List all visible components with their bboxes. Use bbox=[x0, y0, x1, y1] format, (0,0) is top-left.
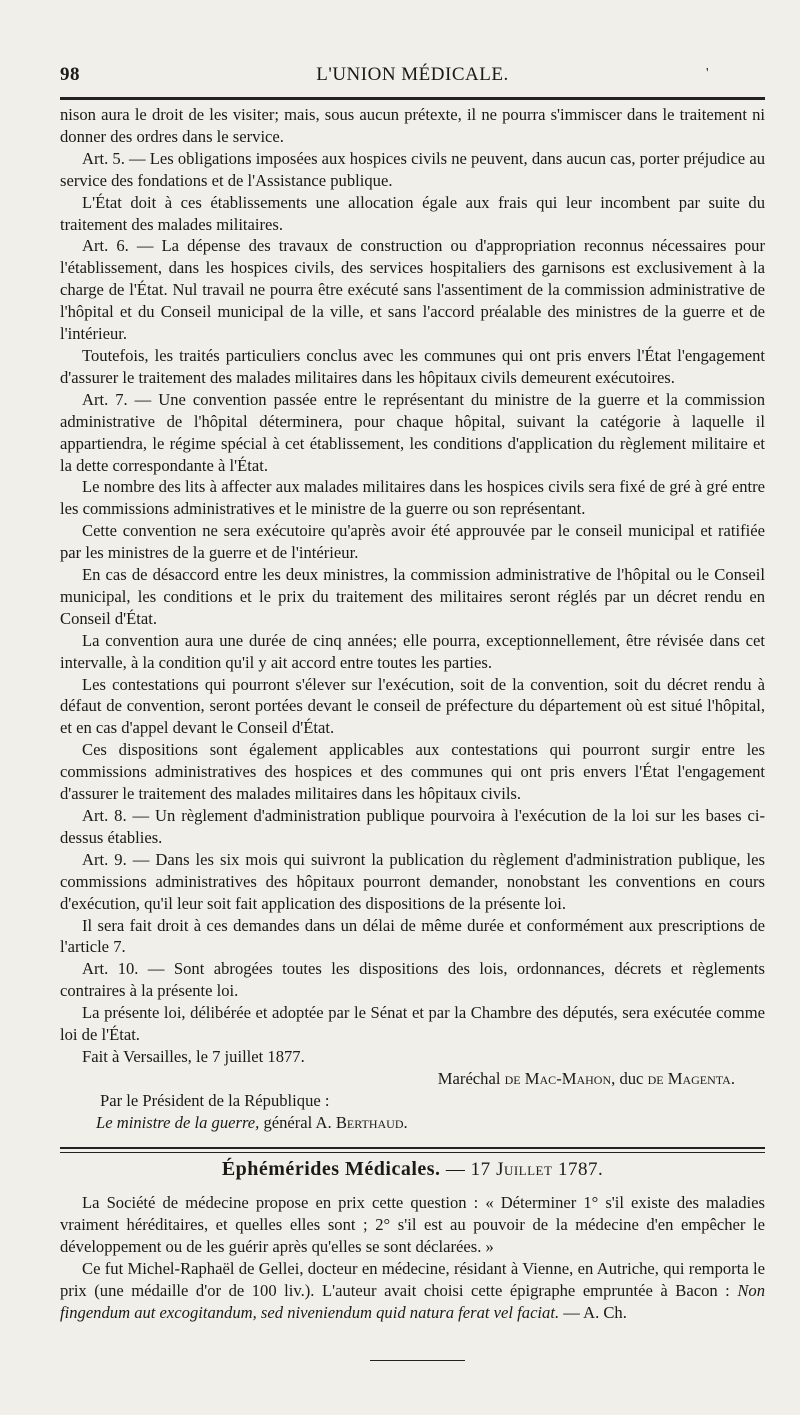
minister-end: . bbox=[403, 1112, 408, 1132]
law-paragraph: Les contestations qui pourront s'élever sur l'exécution, soit de la convention, soit du décret rendu à défaut de convention, seront portées devant le conseil de préfecture du département où est situé l'hôpital, et en cas d'appel devant le Conseil d'État. bbox=[60, 674, 765, 738]
ephemerides-month: Juillet bbox=[496, 1159, 553, 1180]
header-rule bbox=[60, 97, 765, 100]
law-paragraph: En cas de désaccord entre les deux ministres, la commission administrative de l'hôpital ou le Conseil municipal, les conditions et le prix du traitement des militaires seront réglés par un décret rendu en Conseil d'État. bbox=[60, 565, 765, 628]
law-paragraph: nison aura le droit de les visiter; mais, sous aucun prétexte, il ne pourra s'immiscer dans le traitement ni donner des ordres dans le service. bbox=[60, 105, 765, 146]
journal-title: L'UNION MÉDICALE. bbox=[316, 64, 509, 85]
section-rule-top bbox=[60, 1147, 765, 1149]
signature-mac-mahon: Mac-Mahon bbox=[524, 1068, 612, 1088]
law-paragraph: Art. 7. — Une convention passée entre le représentant du ministre de la guerre et la commission administrative de l'hôpital déterminera, pour chaque hôpital, suivant la catégorie à laquelle il appartiendra, le régime spécial à cet établissement, les conditions d'application du règlement militaire et la dette correspondante à l'État. bbox=[60, 389, 765, 475]
law-text bbox=[60, 104, 765, 1134]
ephemerides-title bbox=[60, 1158, 765, 1181]
minister-italic: Le ministre de la guerre, bbox=[96, 1112, 260, 1132]
law-paragraph: L'État doit à ces établissements une allocation égale aux frais qui leur incombent par suite du traitement des malades militaires. bbox=[60, 192, 765, 234]
ephemerides-author: — A. Ch. bbox=[559, 1302, 627, 1322]
ephemerides-text bbox=[60, 1192, 765, 1323]
ephemerides-heading: Éphémérides Médicales. bbox=[221, 1158, 441, 1180]
signature-magenta: Magenta bbox=[667, 1068, 731, 1088]
law-paragraph: Fait à Versailles, le 7 juillet 1877. bbox=[82, 1046, 305, 1066]
signature-line bbox=[60, 1068, 735, 1090]
header-mark: ' bbox=[705, 66, 709, 81]
closing-rule bbox=[370, 1360, 465, 1361]
signature-de: de bbox=[504, 1068, 521, 1088]
ephemerides-paragraph: La Société de médecine propose en prix cette question : « Déterminer 1° s'il existe des maladies vraiment héréditaires, et quelles elles sont ; 2° s'il est au pouvoir de la médecine d'en empêcher le développement ou de les guérir après qu'elles se sont déclarées. » bbox=[60, 1193, 765, 1256]
law-paragraph: La convention aura une durée de cinq années; elle pourra, exceptionnellement, être révisée dans cet intervalle, à la condition qu'il y ait accord entre toutes les parties. bbox=[60, 630, 765, 672]
law-paragraph: Art. 9. — Dans les six mois qui suivront la publication du règlement d'administration publique, les commissions administratives des hôpitaux pourront demander, nonobstant les conventions en cours d'exécution, qu'il leur soit fait application des dispositions de la présente loi. bbox=[60, 849, 765, 913]
minister-line bbox=[60, 1112, 765, 1134]
signature-marechal: Maréchal bbox=[437, 1068, 501, 1088]
signature-de2: de bbox=[647, 1068, 664, 1088]
signature-duc: , duc bbox=[611, 1068, 644, 1088]
ephemerides-day: 17 bbox=[470, 1159, 491, 1180]
section-rule-bottom bbox=[60, 1152, 765, 1153]
law-paragraph: Cette convention ne sera exécutoire qu'après avoir été approuvée par le conseil municipal et ratifiée par les ministres de la guerre et de l'intérieur. bbox=[60, 521, 765, 563]
law-paragraph: Art. 10. — Sont abrogées toutes les dispositions des lois, ordonnances, décrets et règlements contraires à la présente loi. bbox=[60, 959, 765, 1001]
law-paragraph: Ces dispositions sont également applicables aux contestations qui pourront surgir entre les commissions administratives des hospices et des communes qui ont pris envers l'État l'engagement d'assurer le traitement des malades militaires dans les hôpitaux civils. bbox=[60, 740, 765, 804]
par-le-president: Par le Président de la République : bbox=[100, 1090, 330, 1110]
minister-name: Berthaud bbox=[335, 1112, 404, 1132]
law-paragraph: La présente loi, délibérée et adoptée par le Sénat et par la Chambre des députés, sera exécutée comme loi de l'État. bbox=[60, 1003, 765, 1045]
ephemerides-year: 1787. bbox=[557, 1159, 604, 1180]
law-paragraph: Art. 6. — La dépense des travaux de construction ou d'appropriation reconnus nécessaires pour l'établissement, dans les hospices civils, des services hospitaliers des garnisons est exclusivement à la charge de l'État. Nul travail ne pourra être exécuté sans l'assentiment de la commission administrative de l'hôpital et du Conseil municipal de la ville, et sans l'accord préalable des ministres de la guerre et de l'intérieur. bbox=[60, 236, 765, 344]
ephemerides-paragraph-2 bbox=[60, 1258, 765, 1324]
page-header bbox=[60, 62, 765, 92]
law-paragraph: Il sera fait droit à ces demandes dans un délai de même durée et conformément aux prescriptions de l'article 7. bbox=[60, 915, 765, 957]
law-paragraph: Le nombre des lits à affecter aux malades militaires dans les hospices civils sera fixé de gré à gré entre les commissions administratives et le ministre de la guerre ou son représentant. bbox=[60, 477, 765, 519]
bacon-quote: Non fingendum aut excogitandum, sed niveniendum quid natura ferat vel faciat. bbox=[60, 1280, 765, 1322]
minister-title: général A. bbox=[259, 1112, 332, 1132]
ephemerides-dash: — bbox=[440, 1159, 471, 1180]
law-paragraph: Art. 8. — Un règlement d'administration publique pourvoira à l'exécution de la loi sur les bases ci-dessus établies. bbox=[60, 806, 765, 847]
law-paragraph: Toutefois, les traités particuliers conclus avec les communes qui ont pris envers l'État l'engagement d'assurer le traitement des malades militaires dans les hôpitaux civils demeurent exécutoires. bbox=[60, 345, 765, 387]
ephemerides-p2-start: Ce fut Michel-Raphaël de Gellei, docteur en médecine, résidant à Vienne, en Autriche, qui remporta le prix (une médaille d'or de 100 liv.). L'auteur avait choisi cette épigraphe empruntée à Bacon : bbox=[60, 1258, 765, 1300]
signature-end: . bbox=[730, 1068, 735, 1088]
law-paragraph: Art. 5. — Les obligations imposées aux hospices civils ne peuvent, dans aucun cas, porter préjudice au service des fondations et de l'Assistance publique. bbox=[60, 148, 765, 190]
page-number: 98 bbox=[60, 64, 80, 85]
